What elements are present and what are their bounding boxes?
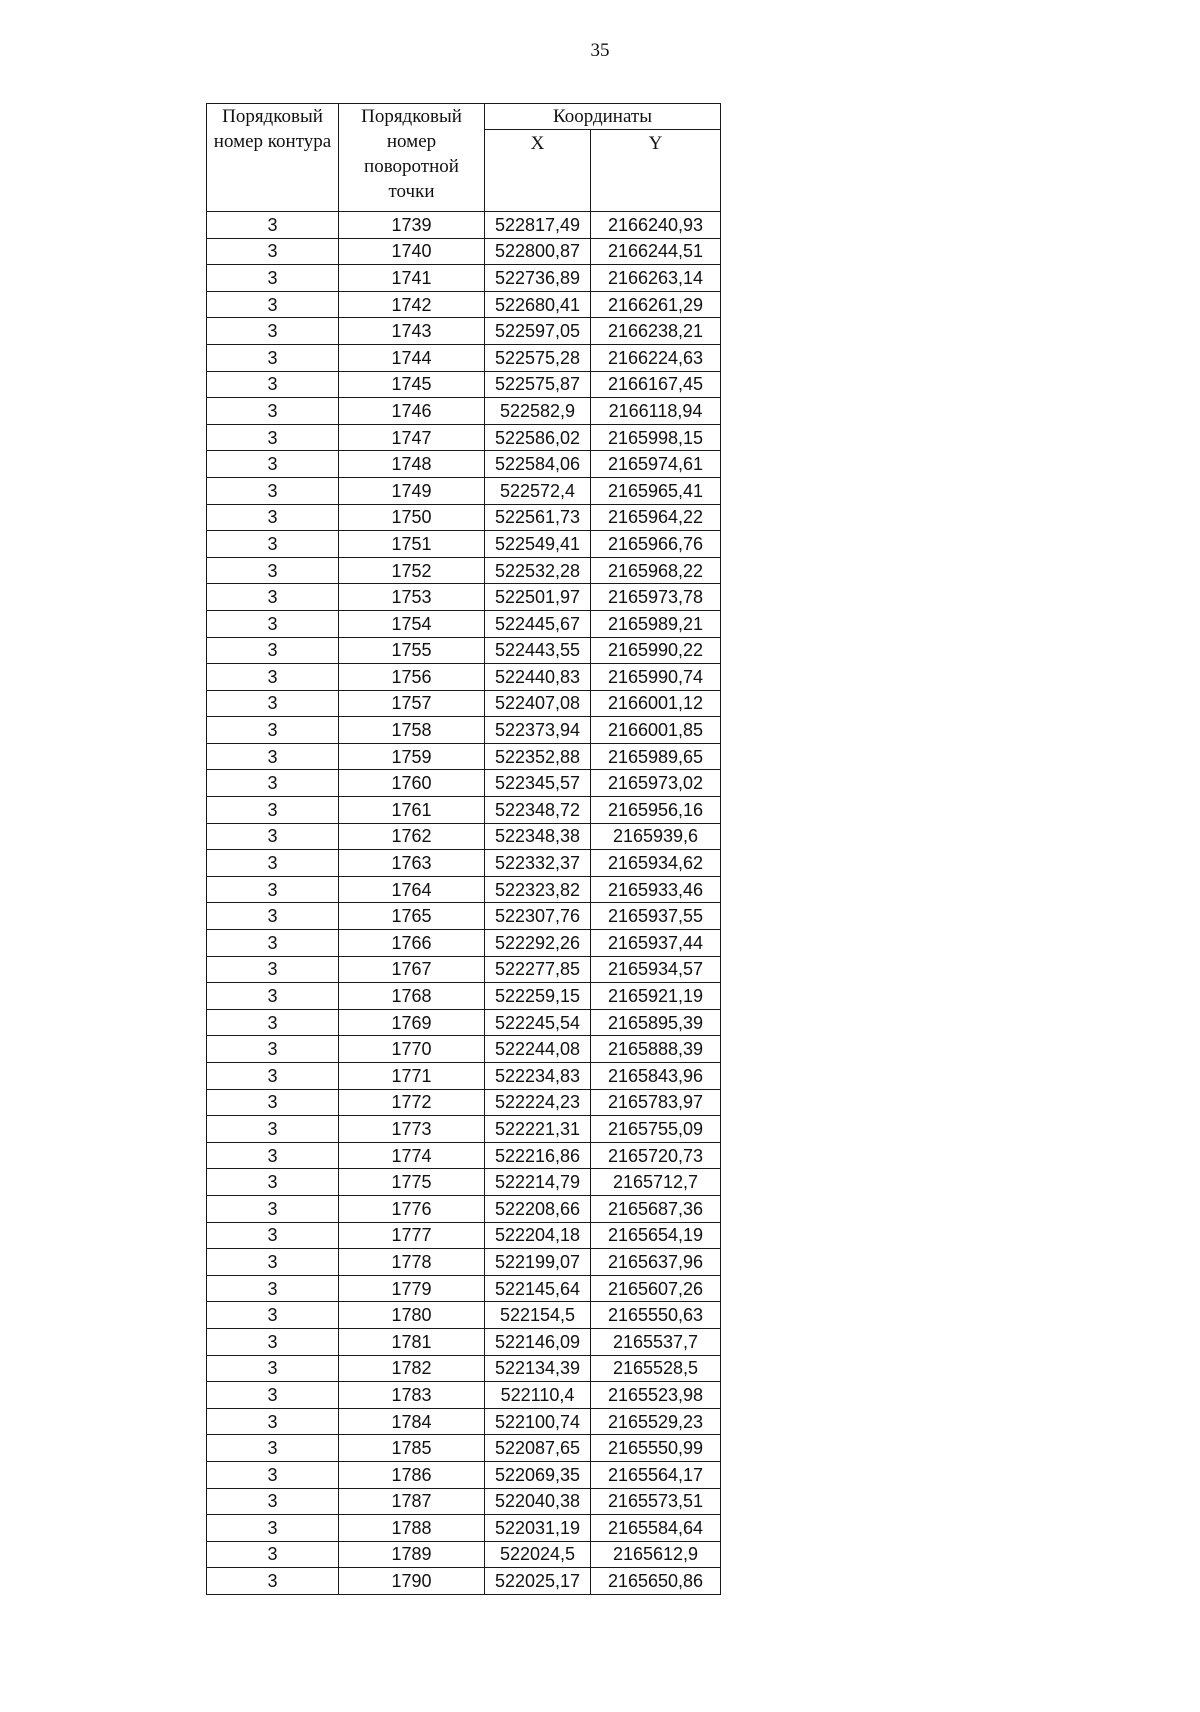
table-row [207, 797, 721, 824]
x-coordinate-cell: 522332,37 [485, 850, 591, 877]
point-number-cell: 1771 [339, 1063, 485, 1090]
table-row [207, 212, 721, 239]
table-row [207, 1142, 721, 1169]
point-number-cell: 1775 [339, 1169, 485, 1196]
x-coordinate-cell: 522208,66 [485, 1195, 591, 1222]
table-body [207, 212, 721, 1595]
y-coordinate-cell: 2165843,96 [591, 1063, 721, 1090]
contour-number-cell: 3 [207, 1169, 339, 1196]
x-coordinate-cell: 522584,06 [485, 451, 591, 478]
point-number-cell: 1788 [339, 1515, 485, 1542]
point-number-cell: 1779 [339, 1275, 485, 1302]
contour-number-cell: 3 [207, 1515, 339, 1542]
y-coordinate-cell: 2165637,96 [591, 1249, 721, 1276]
point-number-cell: 1739 [339, 212, 485, 239]
table-row [207, 637, 721, 664]
y-coordinate-cell: 2165783,97 [591, 1089, 721, 1116]
table-row [207, 850, 721, 877]
point-number-cell: 1745 [339, 371, 485, 398]
x-coordinate-cell: 522572,4 [485, 477, 591, 504]
point-number-cell: 1762 [339, 823, 485, 850]
x-header: X [485, 130, 591, 212]
contour-number-cell: 3 [207, 557, 339, 584]
y-coordinate-cell: 2165529,23 [591, 1408, 721, 1435]
point-number-cell: 1759 [339, 743, 485, 770]
point-number-cell: 1751 [339, 531, 485, 558]
point-number-cell: 1778 [339, 1249, 485, 1276]
contour-number-cell: 3 [207, 903, 339, 930]
y-coordinate-cell: 2165921,19 [591, 983, 721, 1010]
x-coordinate-cell: 522407,08 [485, 690, 591, 717]
x-coordinate-cell: 522040,38 [485, 1488, 591, 1515]
x-coordinate-cell: 522549,41 [485, 531, 591, 558]
point-number-cell: 1760 [339, 770, 485, 797]
x-coordinate-cell: 522445,67 [485, 610, 591, 637]
point-number-cell: 1748 [339, 451, 485, 478]
x-coordinate-cell: 522561,73 [485, 504, 591, 531]
contour-number-cell: 3 [207, 1036, 339, 1063]
contour-number-cell: 3 [207, 823, 339, 850]
contour-number-cell: 3 [207, 212, 339, 239]
table-row [207, 557, 721, 584]
table-row [207, 504, 721, 531]
x-coordinate-cell: 522204,18 [485, 1222, 591, 1249]
x-coordinate-cell: 522680,41 [485, 291, 591, 318]
point-number-cell: 1769 [339, 1009, 485, 1036]
contour-number-cell: 3 [207, 717, 339, 744]
x-coordinate-cell: 522031,19 [485, 1515, 591, 1542]
point-number-cell: 1765 [339, 903, 485, 930]
y-coordinate-cell: 2165974,61 [591, 451, 721, 478]
contour-number-cell: 3 [207, 238, 339, 265]
x-coordinate-cell: 522307,76 [485, 903, 591, 930]
y-coordinate-cell: 2165712,7 [591, 1169, 721, 1196]
contour-number-cell: 3 [207, 1435, 339, 1462]
table-row [207, 1355, 721, 1382]
point-number-cell: 1768 [339, 983, 485, 1010]
x-coordinate-cell: 522025,17 [485, 1568, 591, 1595]
contour-number-cell: 3 [207, 451, 339, 478]
x-coordinate-cell: 522221,31 [485, 1116, 591, 1143]
table-row [207, 983, 721, 1010]
contour-number-cell: 3 [207, 930, 339, 957]
table-row [207, 1488, 721, 1515]
table-row [207, 1302, 721, 1329]
point-number-cell: 1784 [339, 1408, 485, 1435]
x-coordinate-cell: 522817,49 [485, 212, 591, 239]
table-row [207, 903, 721, 930]
y-coordinate-cell: 2166001,12 [591, 690, 721, 717]
y-coordinate-cell: 2166118,94 [591, 398, 721, 425]
table-row [207, 1408, 721, 1435]
contour-number-cell: 3 [207, 1249, 339, 1276]
point-number-cell: 1790 [339, 1568, 485, 1595]
table-row [207, 1089, 721, 1116]
x-coordinate-cell: 522443,55 [485, 637, 591, 664]
x-coordinate-cell: 522597,05 [485, 318, 591, 345]
x-coordinate-cell: 522348,72 [485, 797, 591, 824]
y-coordinate-cell: 2166238,21 [591, 318, 721, 345]
x-coordinate-cell: 522800,87 [485, 238, 591, 265]
contour-number-cell: 3 [207, 876, 339, 903]
table-row [207, 1435, 721, 1462]
y-coordinate-cell: 2166244,51 [591, 238, 721, 265]
table-row [207, 1568, 721, 1595]
contour-number-cell: 3 [207, 956, 339, 983]
point-number-cell: 1761 [339, 797, 485, 824]
table-row [207, 1009, 721, 1036]
x-coordinate-cell: 522323,82 [485, 876, 591, 903]
y-coordinate-cell: 2165973,78 [591, 584, 721, 611]
x-coordinate-cell: 522277,85 [485, 956, 591, 983]
table-row [207, 717, 721, 744]
contour-number-cell: 3 [207, 344, 339, 371]
contour-number-cell: 3 [207, 398, 339, 425]
x-coordinate-cell: 522154,5 [485, 1302, 591, 1329]
y-coordinate-cell: 2165989,21 [591, 610, 721, 637]
y-coordinate-cell: 2165607,26 [591, 1275, 721, 1302]
point-number-cell: 1781 [339, 1328, 485, 1355]
contour-number-cell: 3 [207, 1275, 339, 1302]
contour-number-cell: 3 [207, 743, 339, 770]
y-coordinate-cell: 2166001,85 [591, 717, 721, 744]
x-coordinate-cell: 522345,57 [485, 770, 591, 797]
y-coordinate-cell: 2165687,36 [591, 1195, 721, 1222]
table-row [207, 1169, 721, 1196]
contour-number-cell: 3 [207, 983, 339, 1010]
y-coordinate-cell: 2165990,74 [591, 664, 721, 691]
table-row [207, 876, 721, 903]
x-coordinate-cell: 522440,83 [485, 664, 591, 691]
x-coordinate-cell: 522244,08 [485, 1036, 591, 1063]
contour-number-cell: 3 [207, 690, 339, 717]
table-row [207, 1036, 721, 1063]
table-row [207, 770, 721, 797]
contour-number-header: Порядковый номер контура [207, 104, 339, 212]
point-number-cell: 1756 [339, 664, 485, 691]
y-coordinate-cell: 2165937,55 [591, 903, 721, 930]
contour-number-cell: 3 [207, 1568, 339, 1595]
point-number-cell: 1741 [339, 265, 485, 292]
x-coordinate-cell: 522024,5 [485, 1541, 591, 1568]
x-coordinate-cell: 522199,07 [485, 1249, 591, 1276]
x-coordinate-cell: 522575,87 [485, 371, 591, 398]
table-row [207, 930, 721, 957]
y-coordinate-cell: 2165550,63 [591, 1302, 721, 1329]
point-number-cell: 1763 [339, 850, 485, 877]
y-coordinate-cell: 2165966,76 [591, 531, 721, 558]
x-coordinate-cell: 522100,74 [485, 1408, 591, 1435]
x-coordinate-cell: 522234,83 [485, 1063, 591, 1090]
y-header: Y [591, 130, 721, 212]
point-number-cell: 1773 [339, 1116, 485, 1143]
point-number-cell: 1783 [339, 1382, 485, 1409]
contour-number-cell: 3 [207, 797, 339, 824]
y-coordinate-cell: 2165537,7 [591, 1328, 721, 1355]
y-coordinate-cell: 2165968,22 [591, 557, 721, 584]
x-coordinate-cell: 522245,54 [485, 1009, 591, 1036]
x-coordinate-cell: 522582,9 [485, 398, 591, 425]
table-row [207, 1222, 721, 1249]
y-coordinate-cell: 2165939,6 [591, 823, 721, 850]
contour-number-cell: 3 [207, 1382, 339, 1409]
point-number-header: Порядковый номер поворотной точки [339, 104, 485, 212]
x-coordinate-cell: 522214,79 [485, 1169, 591, 1196]
contour-number-cell: 3 [207, 1461, 339, 1488]
point-number-cell: 1747 [339, 424, 485, 451]
point-number-cell: 1740 [339, 238, 485, 265]
contour-number-cell: 3 [207, 265, 339, 292]
table-row [207, 1063, 721, 1090]
point-number-cell: 1764 [339, 876, 485, 903]
table-row [207, 664, 721, 691]
contour-number-cell: 3 [207, 1222, 339, 1249]
table-row [207, 424, 721, 451]
y-coordinate-cell: 2166261,29 [591, 291, 721, 318]
table-row [207, 610, 721, 637]
point-number-cell: 1787 [339, 1488, 485, 1515]
y-coordinate-cell: 2165564,17 [591, 1461, 721, 1488]
point-number-cell: 1749 [339, 477, 485, 504]
x-coordinate-cell: 522069,35 [485, 1461, 591, 1488]
contour-number-cell: 3 [207, 664, 339, 691]
point-number-cell: 1782 [339, 1355, 485, 1382]
y-coordinate-cell: 2165612,9 [591, 1541, 721, 1568]
table-row [207, 690, 721, 717]
point-number-cell: 1766 [339, 930, 485, 957]
coordinates-header: Координаты [485, 104, 721, 130]
y-coordinate-cell: 2165956,16 [591, 797, 721, 824]
y-coordinate-cell: 2165990,22 [591, 637, 721, 664]
point-number-cell: 1754 [339, 610, 485, 637]
y-coordinate-cell: 2165973,02 [591, 770, 721, 797]
contour-number-cell: 3 [207, 371, 339, 398]
contour-number-cell: 3 [207, 770, 339, 797]
x-coordinate-cell: 522110,4 [485, 1382, 591, 1409]
y-coordinate-cell: 2165934,62 [591, 850, 721, 877]
y-coordinate-cell: 2165523,98 [591, 1382, 721, 1409]
table-row [207, 477, 721, 504]
x-coordinate-cell: 522348,38 [485, 823, 591, 850]
point-number-cell: 1770 [339, 1036, 485, 1063]
x-coordinate-cell: 522501,97 [485, 584, 591, 611]
y-coordinate-cell: 2165573,51 [591, 1488, 721, 1515]
x-coordinate-cell: 522259,15 [485, 983, 591, 1010]
y-coordinate-cell: 2165998,15 [591, 424, 721, 451]
contour-number-cell: 3 [207, 531, 339, 558]
point-number-cell: 1774 [339, 1142, 485, 1169]
point-number-cell: 1743 [339, 318, 485, 345]
x-coordinate-cell: 522373,94 [485, 717, 591, 744]
contour-number-cell: 3 [207, 610, 339, 637]
y-coordinate-cell: 2165964,22 [591, 504, 721, 531]
contour-number-cell: 3 [207, 1063, 339, 1090]
contour-number-cell: 3 [207, 1116, 339, 1143]
coordinates-table [206, 103, 721, 1595]
contour-number-cell: 3 [207, 1408, 339, 1435]
y-coordinate-cell: 2165933,46 [591, 876, 721, 903]
y-coordinate-cell: 2165528,5 [591, 1355, 721, 1382]
table-row [207, 451, 721, 478]
table-row [207, 1541, 721, 1568]
point-number-cell: 1744 [339, 344, 485, 371]
x-coordinate-cell: 522224,23 [485, 1089, 591, 1116]
table-row [207, 398, 721, 425]
point-number-cell: 1767 [339, 956, 485, 983]
table-row [207, 584, 721, 611]
table-row [207, 743, 721, 770]
table-row [207, 344, 721, 371]
contour-number-cell: 3 [207, 318, 339, 345]
table-row [207, 238, 721, 265]
table-row [207, 1275, 721, 1302]
point-number-cell: 1772 [339, 1089, 485, 1116]
table-row [207, 1249, 721, 1276]
table-row [207, 1461, 721, 1488]
point-number-cell: 1755 [339, 637, 485, 664]
table-row [207, 823, 721, 850]
y-coordinate-cell: 2165934,57 [591, 956, 721, 983]
table-row [207, 1116, 721, 1143]
table-row [207, 291, 721, 318]
contour-number-cell: 3 [207, 1488, 339, 1515]
table-row [207, 1382, 721, 1409]
x-coordinate-cell: 522292,26 [485, 930, 591, 957]
point-number-cell: 1758 [339, 717, 485, 744]
contour-number-cell: 3 [207, 424, 339, 451]
table-row [207, 1195, 721, 1222]
point-number-cell: 1757 [339, 690, 485, 717]
point-number-cell: 1746 [339, 398, 485, 425]
contour-number-cell: 3 [207, 1009, 339, 1036]
contour-number-cell: 3 [207, 477, 339, 504]
x-coordinate-cell: 522586,02 [485, 424, 591, 451]
contour-number-cell: 3 [207, 850, 339, 877]
x-coordinate-cell: 522532,28 [485, 557, 591, 584]
table-row [207, 371, 721, 398]
x-coordinate-cell: 522575,28 [485, 344, 591, 371]
y-coordinate-cell: 2165888,39 [591, 1036, 721, 1063]
x-coordinate-cell: 522352,88 [485, 743, 591, 770]
x-coordinate-cell: 522087,65 [485, 1435, 591, 1462]
contour-number-cell: 3 [207, 1328, 339, 1355]
y-coordinate-cell: 2165937,44 [591, 930, 721, 957]
point-number-cell: 1752 [339, 557, 485, 584]
contour-number-cell: 3 [207, 1541, 339, 1568]
y-coordinate-cell: 2166167,45 [591, 371, 721, 398]
y-coordinate-cell: 2165755,09 [591, 1116, 721, 1143]
x-coordinate-cell: 522134,39 [485, 1355, 591, 1382]
y-coordinate-cell: 2166263,14 [591, 265, 721, 292]
y-coordinate-cell: 2165720,73 [591, 1142, 721, 1169]
table-header [207, 104, 721, 212]
y-coordinate-cell: 2166240,93 [591, 212, 721, 239]
contour-number-cell: 3 [207, 1355, 339, 1382]
point-number-cell: 1789 [339, 1541, 485, 1568]
y-coordinate-cell: 2165584,64 [591, 1515, 721, 1542]
contour-number-cell: 3 [207, 584, 339, 611]
x-coordinate-cell: 522146,09 [485, 1328, 591, 1355]
y-coordinate-cell: 2166224,63 [591, 344, 721, 371]
y-coordinate-cell: 2165989,65 [591, 743, 721, 770]
y-coordinate-cell: 2165965,41 [591, 477, 721, 504]
contour-number-cell: 3 [207, 637, 339, 664]
table-row [207, 531, 721, 558]
y-coordinate-cell: 2165895,39 [591, 1009, 721, 1036]
contour-number-cell: 3 [207, 1142, 339, 1169]
page-number: 35 [590, 40, 610, 61]
point-number-cell: 1777 [339, 1222, 485, 1249]
point-number-cell: 1742 [339, 291, 485, 318]
point-number-cell: 1750 [339, 504, 485, 531]
table-row [207, 1515, 721, 1542]
point-number-cell: 1785 [339, 1435, 485, 1462]
contour-number-cell: 3 [207, 1302, 339, 1329]
table-row [207, 956, 721, 983]
point-number-cell: 1753 [339, 584, 485, 611]
contour-number-cell: 3 [207, 1089, 339, 1116]
y-coordinate-cell: 2165550,99 [591, 1435, 721, 1462]
table-row [207, 265, 721, 292]
x-coordinate-cell: 522216,86 [485, 1142, 591, 1169]
x-coordinate-cell: 522736,89 [485, 265, 591, 292]
x-coordinate-cell: 522145,64 [485, 1275, 591, 1302]
table-row [207, 318, 721, 345]
contour-number-cell: 3 [207, 504, 339, 531]
y-coordinate-cell: 2165650,86 [591, 1568, 721, 1595]
point-number-cell: 1780 [339, 1302, 485, 1329]
table-row [207, 1328, 721, 1355]
y-coordinate-cell: 2165654,19 [591, 1222, 721, 1249]
point-number-cell: 1786 [339, 1461, 485, 1488]
contour-number-cell: 3 [207, 1195, 339, 1222]
point-number-cell: 1776 [339, 1195, 485, 1222]
contour-number-cell: 3 [207, 291, 339, 318]
